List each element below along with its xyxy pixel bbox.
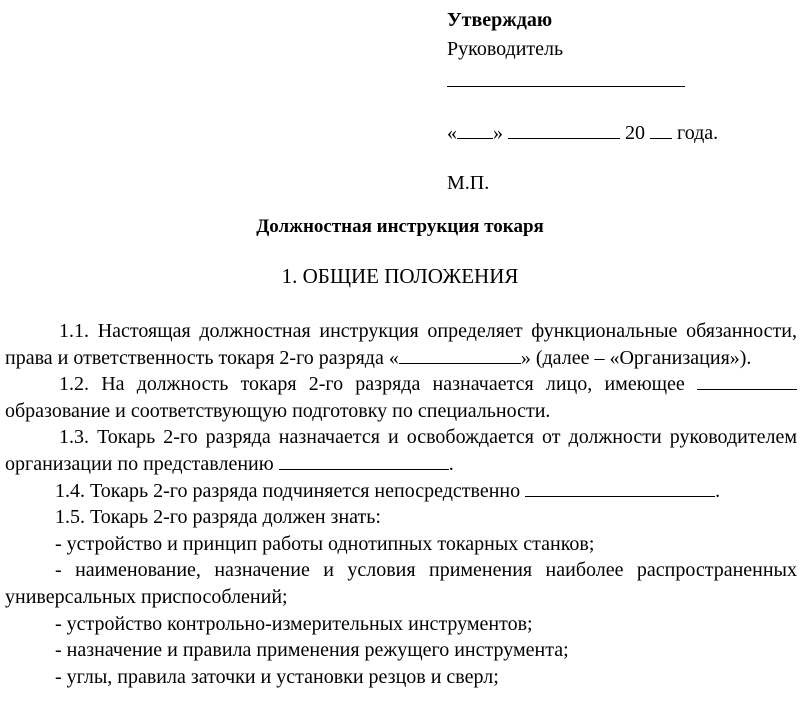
year-prefix: 20 [625, 122, 645, 144]
document-title: Должностная инструкция токаря [256, 216, 544, 237]
approval-date [447, 118, 787, 148]
education-blank [697, 371, 797, 390]
paragraph-1-2 [5, 371, 797, 424]
paragraph-1-5: 1.5. Токарь 2-го разряда должен знать: [55, 506, 381, 529]
approval-block [447, 6, 787, 198]
document-body [5, 318, 797, 690]
paragraph-1-4-tail: . [715, 479, 721, 502]
knowledge-item: - наименование, назначение и условия применения наиболее распространенных универсальных приспособлений; [5, 559, 797, 608]
submitter-blank [279, 451, 449, 470]
supervisor-blank [525, 478, 715, 497]
paragraph-1-2-text: 1.2. На должность токаря 2-го разряда назначается лицо, имеющее [59, 373, 685, 396]
knowledge-item: - углы, правила заточки и установки резцов и сверл; [55, 665, 499, 688]
paragraph-1-1-text: 1.1. Настоящая должностная инструкция определяет функциональные обязанности, права и ответственность токаря 2-го разряда « [5, 320, 797, 369]
signature-line [447, 64, 685, 87]
knowledge-item: - устройство и принцип работы однотипных токарных станков; [55, 532, 595, 555]
approval-position: Руководитель [447, 38, 564, 60]
paragraph-1-4 [5, 478, 797, 505]
month-blank [508, 118, 620, 139]
organization-blank [399, 345, 521, 364]
year-suffix: года. [677, 122, 719, 144]
paragraph-1-1 [5, 318, 797, 371]
knowledge-item: - устройство контрольно-измерительных инструментов; [55, 612, 533, 635]
paragraph-1-4-text: 1.4. Токарь 2-го разряда подчиняется непосредственно [55, 479, 521, 502]
section-title: 1. ОБЩИЕ ПОЛОЖЕНИЯ [281, 264, 519, 288]
stamp-mark: М.П. [447, 172, 490, 194]
paragraph-1-1-tail: » (далее – «Организация»). [520, 346, 752, 369]
year-blank [650, 118, 672, 139]
date-open-quote: « [447, 122, 457, 144]
paragraph-1-2-tail: образование и соответствующую подготовку по специальности. [5, 399, 551, 422]
approval-title: Утверждаю [447, 9, 553, 31]
day-blank [457, 118, 493, 139]
date-close-quote: » [493, 122, 503, 144]
paragraph-1-3-tail: . [448, 452, 454, 475]
paragraph-1-3-text: 1.3. Токарь 2-го разряда назначается и освобождается от должности руководителем организации по представлению [5, 426, 797, 475]
paragraph-1-3 [5, 424, 797, 477]
knowledge-item: - назначение и правила применения режущего инструмента; [55, 639, 569, 662]
